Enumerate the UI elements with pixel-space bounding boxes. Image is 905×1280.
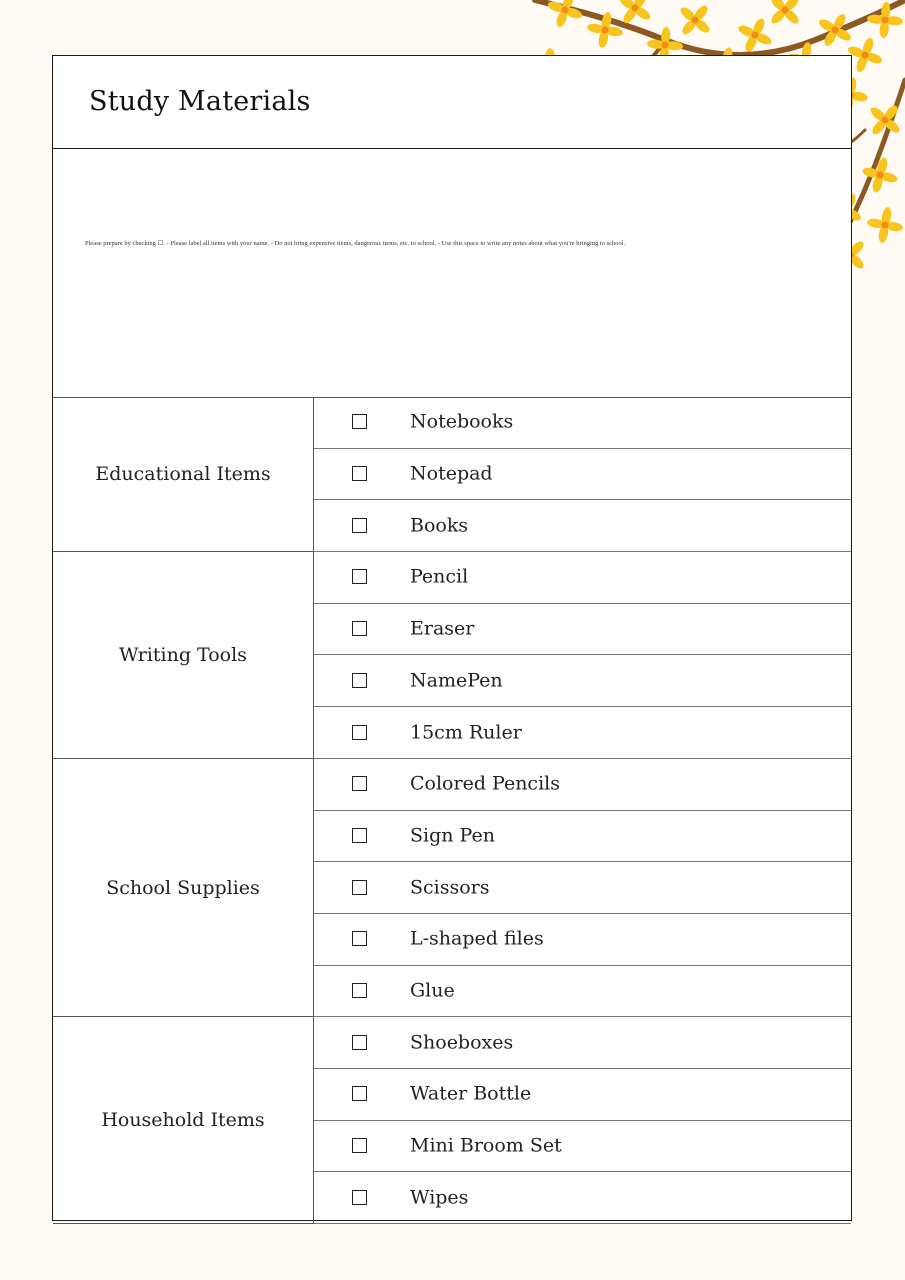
item-label: Pencil: [410, 565, 469, 588]
checklist-item: [314, 500, 851, 552]
checkbox[interactable]: [352, 518, 367, 533]
item-label: Books: [410, 514, 469, 537]
checklist-item: [314, 552, 851, 604]
item-label: Glue: [410, 979, 455, 1002]
checklist-item: [314, 914, 851, 966]
checklist-item: [314, 1121, 851, 1173]
checkbox[interactable]: [352, 673, 367, 688]
item-label: Shoeboxes: [410, 1031, 514, 1054]
checkbox[interactable]: [352, 1190, 367, 1205]
page-title: Study Materials: [89, 86, 311, 117]
item-label: NamePen: [410, 669, 503, 692]
item-label: Water Bottle: [410, 1082, 532, 1105]
checkbox[interactable]: [352, 1035, 367, 1050]
item-label: Eraser: [410, 617, 475, 640]
checkbox[interactable]: [352, 725, 367, 740]
notes-text: Please prepare by checking ☐. - Please label all items with your name. - Do not bring expensive items, dangerous items, etc. to school. - Use this space to write any notes about what you're bringing to school.: [85, 240, 626, 247]
checkbox[interactable]: [352, 828, 367, 843]
checklist-item: [314, 759, 851, 811]
category-label: Household Items: [53, 1017, 314, 1224]
checklist-sheet: [52, 55, 852, 1221]
checklist-item: [314, 449, 851, 501]
item-label: Sign Pen: [410, 824, 495, 847]
checklist-item: [314, 604, 851, 656]
category-label: School Supplies: [53, 759, 314, 1018]
checkbox[interactable]: [352, 1086, 367, 1101]
item-label: L-shaped files: [410, 927, 544, 950]
item-label: Notepad: [410, 462, 493, 485]
checklist-item: [314, 1017, 851, 1069]
category-label: Writing Tools: [53, 552, 314, 759]
notes-area[interactable]: [53, 148, 851, 398]
checkbox[interactable]: [352, 776, 367, 791]
item-label: Mini Broom Set: [410, 1134, 562, 1157]
checkbox[interactable]: [352, 880, 367, 895]
category-label: Educational Items: [53, 397, 314, 552]
checklist-item: [314, 862, 851, 914]
item-label: Notebooks: [410, 410, 514, 433]
checklist-item: [314, 656, 851, 708]
checklist-item: [314, 397, 851, 449]
title-row: [53, 56, 851, 149]
item-label: Scissors: [410, 876, 490, 899]
checkbox[interactable]: [352, 621, 367, 636]
item-label: Wipes: [410, 1186, 469, 1209]
checklist-item: [314, 707, 851, 759]
item-label: 15cm Ruler: [410, 721, 522, 744]
checkbox[interactable]: [352, 1138, 367, 1153]
checkbox[interactable]: [352, 466, 367, 481]
checkbox[interactable]: [352, 983, 367, 998]
item-label: Colored Pencils: [410, 772, 560, 795]
checklist-item: [314, 966, 851, 1018]
checklist-item: [314, 1069, 851, 1121]
checkbox[interactable]: [352, 414, 367, 429]
checkbox[interactable]: [352, 931, 367, 946]
checklist-item: [314, 1173, 851, 1225]
checkbox[interactable]: [352, 569, 367, 584]
checklist-item: [314, 811, 851, 863]
